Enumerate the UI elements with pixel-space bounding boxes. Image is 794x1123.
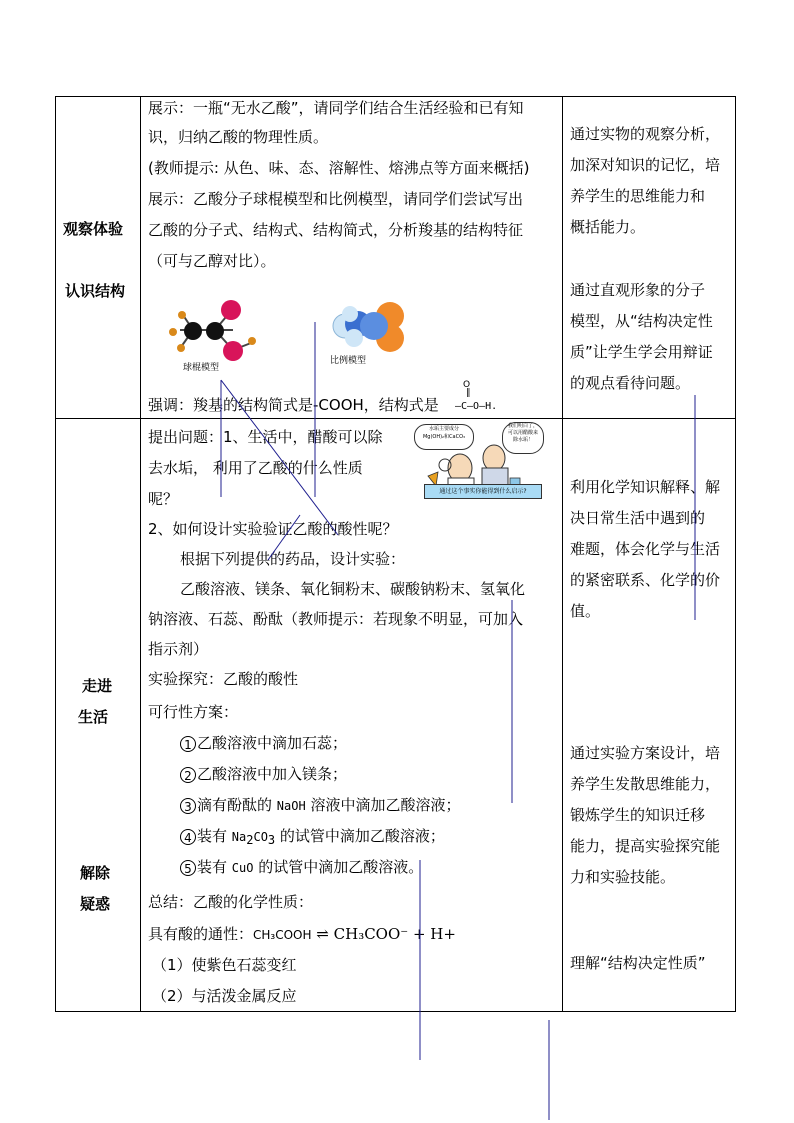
plan-number-4: 4 [180, 829, 196, 845]
acid-label: 具有酸的通性： [148, 925, 254, 943]
plan-number-5: 5 [180, 860, 196, 876]
plan-text-2: 乙酸溶液中加入镁条； [197, 765, 348, 783]
row1-line4: 展示：乙酸分子球棍模型和比例模型，请同学们尝试写出 [148, 190, 524, 208]
plan-title: 可行性方案： [148, 703, 239, 721]
row2-note-3: 难题，体会化学与生活 [570, 540, 721, 558]
formula-double-bond: ‖ [466, 388, 471, 398]
plan-text-4d: 的试管中滴加乙酸溶液； [275, 827, 445, 845]
row1-note-1: 通过实物的观察分析， [570, 125, 721, 143]
row2-note-2: 决日常生活中遇到的 [570, 509, 706, 527]
row2-label-life-a: 走进 [82, 677, 113, 695]
plan-number-1: 1 [180, 736, 196, 752]
property-2: （2）与活泼金属反应 [152, 987, 297, 1005]
summary-title: 总结：乙酸的化学性质： [148, 893, 314, 911]
row2-label-doubt-b: 疑惑 [80, 895, 111, 913]
plan-number-2: 2 [180, 767, 196, 783]
row2-label-life-b: 生活 [78, 708, 109, 726]
question1-line3: 呢？ [148, 490, 179, 508]
acid-equation: ⇌ CH₃COO⁻ + H+ [311, 925, 456, 943]
plan-text-4-sub2: 3 [267, 833, 276, 847]
bubble1-line1: 水垢主要成分 [428, 426, 459, 432]
annotation-stroke-4 [268, 515, 300, 560]
drugs-line3: 指示剂） [148, 640, 209, 658]
row1-note-7: 质”让学生学会用辩证 [570, 343, 713, 361]
formula-oxygen: O [463, 380, 471, 390]
row1-label-observe: 观察体验 [63, 220, 124, 238]
drugs-intro: 根据下列提供的药品，设计实验： [180, 550, 406, 568]
experiment-title: 实验探究：乙酸的酸性 [148, 670, 299, 688]
bubble2-line3: 除水垢！ [512, 437, 533, 443]
drugs-line1: 乙酸溶液、镁条、氧化铜粉末、碳酸钠粉末、氢氧化 [180, 580, 526, 598]
cartoon-caption: 通过这个事实你能得到什么启示? [424, 484, 542, 499]
plan-text-5c: 的试管中滴加乙酸溶液。 [253, 858, 424, 876]
formula-chain: –C–O–H. [455, 401, 498, 412]
row2-note-8: 锻炼学生的知识迁移 [570, 806, 706, 824]
row2-note-10: 力和实验技能。 [570, 868, 676, 886]
plan-text-3b: NaOH [276, 799, 306, 813]
space-filling-label: 比例模型 [330, 356, 367, 366]
plan-text-5a: 装有 [197, 858, 232, 876]
row1-line3: (教师提示: 从色、味、态、溶解性、熔沸点等方面来概括) [148, 159, 530, 177]
row2-note-11: 理解“结构决定性质” [570, 954, 706, 972]
property-1: （1）使紫色石蕊变红 [152, 956, 297, 974]
row1-note-8: 的观点看待问题。 [570, 374, 691, 392]
bubble1-line2: Mg(OH)₂和CaCO₃ [422, 434, 466, 440]
row2-note-4: 的紧密联系、化学的价 [570, 571, 721, 589]
row2-note-1: 利用化学知识解释、解 [570, 478, 721, 496]
row1-line1: 展示：一瓶“无水乙酸”，请同学们结合生活经验和已有知 [148, 99, 524, 117]
row1-line5: 乙酸的分子式、结构式、结构简式，分析羧基的结构特征 [148, 221, 524, 239]
question1-line1: 提出问题：1、生活中，醋酸可以除 [148, 428, 383, 446]
plan-text-1: 乙酸溶液中滴加石蕊； [197, 734, 348, 752]
plan-text-3a: 滴有酚酞的 [197, 796, 277, 814]
acid-formula: CH₃COOH [253, 928, 312, 942]
plan-text-5b: CuO [231, 861, 254, 875]
row1-label-structure: 认识结构 [65, 282, 126, 300]
emphasis-line: 强调：羧基的结构简式是-COOH，结构式是 [148, 396, 439, 414]
row1-line2: 识，归纳乙酸的物理性质。 [148, 128, 329, 146]
row1-line6: （可与乙醇对比）。 [148, 252, 276, 270]
plan-number-3: 3 [180, 798, 196, 814]
row2-note-9: 能力，提高实验探究能 [570, 837, 721, 855]
row2-note-6: 通过实验方案设计，培 [570, 744, 721, 762]
annotation-stroke-2 [221, 380, 338, 535]
plan-text-4-sub1: 2 [246, 833, 254, 847]
row1-note-5: 通过直观形象的分子 [570, 281, 706, 299]
row1-note-6: 模型，从“结构决定性 [570, 312, 713, 330]
row1-note-2: 加深对知识的记忆，培 [570, 156, 721, 174]
row2-note-5: 值。 [570, 602, 601, 620]
row2-note-7: 养学生发散思维能力， [570, 775, 721, 793]
bubble2-line1: 我们明白了， [507, 423, 538, 429]
row1-note-4: 概括能力。 [570, 218, 646, 236]
row1-note-3: 养学生的思维能力和 [570, 187, 706, 205]
bubble2-line2: 可以用醋酸来 [507, 430, 538, 436]
drugs-line2: 钠溶液、石蕊、酚酞（教师提示：若现象不明显，可加入 [148, 610, 524, 628]
plan-text-4c: CO [253, 830, 268, 844]
row2-label-doubt-a: 解除 [80, 864, 111, 882]
question1-line2: 去水垢， 利用了乙酸的什么性质 [148, 459, 363, 477]
plan-text-4b: Na [231, 830, 247, 844]
plan-text-3c: 溶液中滴加乙酸溶液； [305, 796, 461, 814]
question2: 2、如何设计实验验证乙酸的酸性呢？ [148, 520, 398, 538]
plan-text-4a: 装有 [197, 827, 232, 845]
ball-stick-label: 球棍模型 [183, 363, 220, 373]
